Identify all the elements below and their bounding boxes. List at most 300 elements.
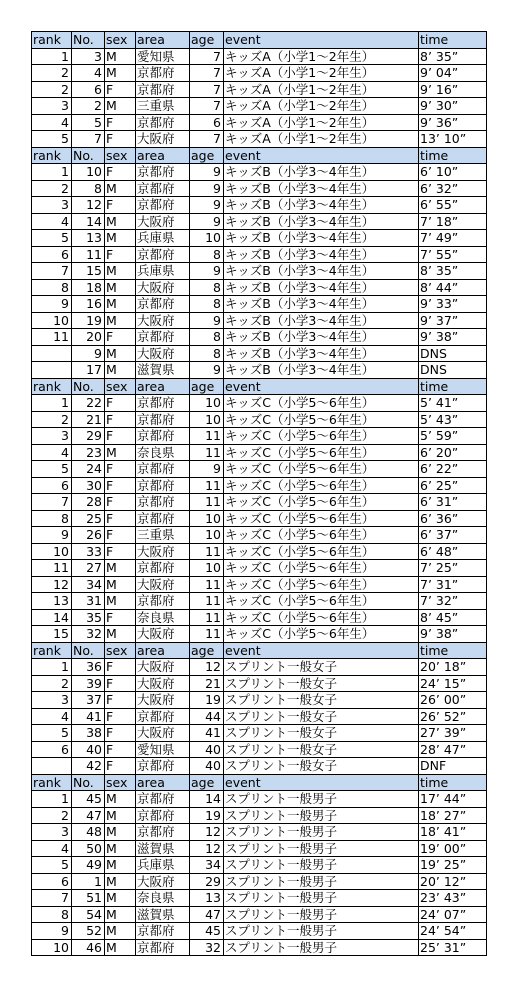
table-row (32, 857, 487, 874)
cell-time: 6’ 25” (419, 477, 487, 494)
column-header-area: area (136, 147, 190, 164)
column-header-event: event (224, 642, 419, 659)
column-header-sex: sex (105, 378, 136, 395)
cell-age: 9 (190, 164, 224, 181)
cell-area: 滋賀県 (136, 840, 190, 857)
cell-sex: F (105, 81, 136, 98)
column-header-area: area (136, 378, 190, 395)
cell-number: 28 (72, 494, 105, 511)
table-row (32, 444, 487, 461)
table-row (32, 246, 487, 263)
table-row (32, 906, 487, 923)
cell-number: 4 (72, 65, 105, 82)
cell-area: 兵庫県 (136, 263, 190, 280)
cell-number: 32 (72, 626, 105, 643)
cell-rank: 4 (32, 213, 72, 230)
cell-event: スプリント一般女子 (224, 659, 419, 676)
cell-event: キッズC（小学5～6年生） (224, 560, 419, 577)
table-row (32, 659, 487, 676)
cell-sex: F (105, 494, 136, 511)
column-header-rank: rank (32, 32, 72, 49)
cell-number: 5 (72, 114, 105, 131)
cell-event: キッズB（小学3～4年生） (224, 296, 419, 313)
cell-sex: M (105, 857, 136, 874)
cell-sex: F (105, 114, 136, 131)
cell-time: DNS (419, 345, 487, 362)
cell-rank: 5 (32, 230, 72, 247)
cell-time: 8’ 35” (419, 48, 487, 65)
table-row (32, 395, 487, 412)
cell-number: 39 (72, 675, 105, 692)
cell-age: 10 (190, 510, 224, 527)
cell-age: 11 (190, 543, 224, 560)
column-header-sex: sex (105, 774, 136, 791)
table-row (32, 840, 487, 857)
cell-number: 22 (72, 395, 105, 412)
cell-time: 25’ 31” (419, 939, 487, 956)
cell-area: 京都府 (136, 411, 190, 428)
table-row (32, 213, 487, 230)
cell-area: 愛知県 (136, 48, 190, 65)
cell-event: キッズC（小学5～6年生） (224, 510, 419, 527)
cell-number: 23 (72, 444, 105, 461)
cell-event: キッズB（小学3～4年生） (224, 362, 419, 379)
cell-event: キッズA（小学1～2年生） (224, 114, 419, 131)
cell-area: 奈良県 (136, 609, 190, 626)
cell-area: 大阪府 (136, 675, 190, 692)
table-row (32, 230, 487, 247)
table-row (32, 890, 487, 907)
column-header-rank: rank (32, 378, 72, 395)
cell-sex: F (105, 395, 136, 412)
table-row (32, 114, 487, 131)
cell-age: 9 (190, 263, 224, 280)
cell-rank: 7 (32, 494, 72, 511)
cell-age: 13 (190, 890, 224, 907)
cell-rank: 4 (32, 114, 72, 131)
column-header-sex: sex (105, 642, 136, 659)
cell-age: 6 (190, 114, 224, 131)
cell-rank: 1 (32, 659, 72, 676)
cell-event: スプリント一般女子 (224, 708, 419, 725)
cell-age: 32 (190, 939, 224, 956)
cell-event: キッズB（小学3～4年生） (224, 230, 419, 247)
cell-time: 24’ 54” (419, 923, 487, 940)
cell-sex: M (105, 939, 136, 956)
table-row (32, 411, 487, 428)
cell-age: 11 (190, 609, 224, 626)
cell-number: 36 (72, 659, 105, 676)
cell-time: 9’ 38” (419, 626, 487, 643)
table-row (32, 477, 487, 494)
cell-age: 11 (190, 494, 224, 511)
cell-age: 10 (190, 527, 224, 544)
cell-event: スプリント一般男子 (224, 923, 419, 940)
cell-event: スプリント一般女子 (224, 725, 419, 742)
cell-age: 7 (190, 98, 224, 115)
cell-area: 京都府 (136, 81, 190, 98)
cell-sex: F (105, 543, 136, 560)
column-header-sex: sex (105, 147, 136, 164)
cell-age: 11 (190, 593, 224, 610)
cell-event: キッズA（小学1～2年生） (224, 48, 419, 65)
cell-area: 大阪府 (136, 312, 190, 329)
cell-age: 9 (190, 461, 224, 478)
cell-rank (32, 345, 72, 362)
cell-area: 大阪府 (136, 659, 190, 676)
cell-number: 49 (72, 857, 105, 874)
table-row (32, 758, 487, 775)
section-header-row (32, 147, 487, 164)
cell-event: スプリント一般男子 (224, 873, 419, 890)
cell-event: キッズB（小学3～4年生） (224, 329, 419, 346)
cell-age: 10 (190, 560, 224, 577)
cell-sex: M (105, 791, 136, 808)
cell-area: 京都府 (136, 939, 190, 956)
cell-age: 41 (190, 725, 224, 742)
cell-rank (32, 758, 72, 775)
cell-age: 19 (190, 807, 224, 824)
cell-area: 大阪府 (136, 131, 190, 148)
cell-event: スプリント一般女子 (224, 692, 419, 709)
cell-number: 15 (72, 263, 105, 280)
table-row (32, 725, 487, 742)
cell-number: 6 (72, 81, 105, 98)
cell-area: 京都府 (136, 246, 190, 263)
cell-rank: 7 (32, 890, 72, 907)
cell-number: 14 (72, 213, 105, 230)
cell-number: 17 (72, 362, 105, 379)
column-header-age: age (190, 642, 224, 659)
cell-sex: M (105, 873, 136, 890)
cell-time: DNS (419, 362, 487, 379)
cell-time: 6’ 37” (419, 527, 487, 544)
cell-event: キッズA（小学1～2年生） (224, 98, 419, 115)
cell-event: スプリント一般男子 (224, 857, 419, 874)
cell-time: 18’ 41” (419, 824, 487, 841)
cell-event: キッズC（小学5～6年生） (224, 626, 419, 643)
cell-event: キッズC（小学5～6年生） (224, 444, 419, 461)
cell-number: 9 (72, 345, 105, 362)
cell-age: 44 (190, 708, 224, 725)
cell-time: 6’ 55” (419, 197, 487, 214)
cell-number: 3 (72, 48, 105, 65)
cell-age: 11 (190, 576, 224, 593)
cell-age: 11 (190, 428, 224, 445)
cell-time: 6’ 20” (419, 444, 487, 461)
cell-area: 京都府 (136, 164, 190, 181)
cell-area: 大阪府 (136, 279, 190, 296)
cell-time: 24’ 07” (419, 906, 487, 923)
cell-age: 9 (190, 197, 224, 214)
cell-number: 33 (72, 543, 105, 560)
column-header-number: No. (72, 774, 105, 791)
cell-sex: M (105, 890, 136, 907)
cell-age: 12 (190, 659, 224, 676)
table-row (32, 164, 487, 181)
cell-area: 大阪府 (136, 873, 190, 890)
cell-time: 6’ 48” (419, 543, 487, 560)
cell-rank: 2 (32, 807, 72, 824)
cell-number: 10 (72, 164, 105, 181)
cell-event: キッズC（小学5～6年生） (224, 543, 419, 560)
cell-number: 30 (72, 477, 105, 494)
cell-time: 7’ 32” (419, 593, 487, 610)
cell-sex: M (105, 48, 136, 65)
cell-event: キッズC（小学5～6年生） (224, 609, 419, 626)
cell-number: 35 (72, 609, 105, 626)
cell-rank: 3 (32, 824, 72, 841)
cell-rank: 14 (32, 609, 72, 626)
cell-number: 1 (72, 873, 105, 890)
cell-event: キッズB（小学3～4年生） (224, 345, 419, 362)
cell-area: 京都府 (136, 296, 190, 313)
cell-area: 滋賀県 (136, 362, 190, 379)
cell-area: 大阪府 (136, 576, 190, 593)
cell-number: 31 (72, 593, 105, 610)
column-header-age: age (190, 32, 224, 49)
cell-time: 24’ 15” (419, 675, 487, 692)
cell-sex: F (105, 510, 136, 527)
cell-rank: 11 (32, 560, 72, 577)
section-header-row (32, 774, 487, 791)
cell-rank: 2 (32, 675, 72, 692)
cell-time: 26’ 52” (419, 708, 487, 725)
cell-sex: M (105, 923, 136, 940)
cell-time: 9’ 36” (419, 114, 487, 131)
cell-sex: F (105, 692, 136, 709)
cell-number: 40 (72, 741, 105, 758)
cell-sex: F (105, 329, 136, 346)
cell-rank: 5 (32, 857, 72, 874)
cell-event: キッズC（小学5～6年生） (224, 576, 419, 593)
table-row (32, 543, 487, 560)
cell-number: 2 (72, 98, 105, 115)
cell-rank: 1 (32, 791, 72, 808)
cell-age: 14 (190, 791, 224, 808)
table-row (32, 48, 487, 65)
cell-sex: F (105, 197, 136, 214)
cell-rank: 6 (32, 741, 72, 758)
cell-age: 40 (190, 741, 224, 758)
column-header-age: age (190, 774, 224, 791)
cell-event: キッズA（小学1～2年生） (224, 65, 419, 82)
cell-number: 13 (72, 230, 105, 247)
cell-sex: M (105, 560, 136, 577)
cell-time: DNF (419, 758, 487, 775)
cell-age: 7 (190, 48, 224, 65)
cell-event: スプリント一般女子 (224, 758, 419, 775)
cell-age: 8 (190, 279, 224, 296)
cell-sex: F (105, 725, 136, 742)
cell-rank: 5 (32, 725, 72, 742)
cell-sex: M (105, 65, 136, 82)
cell-rank: 3 (32, 692, 72, 709)
cell-sex: F (105, 131, 136, 148)
cell-area: 京都府 (136, 65, 190, 82)
cell-rank: 3 (32, 428, 72, 445)
cell-event: スプリント一般男子 (224, 824, 419, 841)
table-row (32, 510, 487, 527)
cell-rank: 8 (32, 906, 72, 923)
cell-sex: M (105, 444, 136, 461)
cell-event: キッズB（小学3～4年生） (224, 180, 419, 197)
table-row (32, 824, 487, 841)
cell-age: 10 (190, 411, 224, 428)
table-row (32, 296, 487, 313)
cell-time: 5’ 59” (419, 428, 487, 445)
cell-area: 大阪府 (136, 725, 190, 742)
cell-time: 6’ 32” (419, 180, 487, 197)
table-row (32, 692, 487, 709)
cell-time: 6’ 10” (419, 164, 487, 181)
cell-rank: 12 (32, 576, 72, 593)
cell-rank: 10 (32, 939, 72, 956)
cell-area: 大阪府 (136, 543, 190, 560)
cell-rank: 1 (32, 48, 72, 65)
cell-time: 9’ 30” (419, 98, 487, 115)
cell-age: 7 (190, 81, 224, 98)
table-row (32, 708, 487, 725)
cell-time: 8’ 45” (419, 609, 487, 626)
cell-number: 29 (72, 428, 105, 445)
cell-sex: F (105, 741, 136, 758)
cell-event: スプリント一般男子 (224, 840, 419, 857)
cell-time: 9’ 38” (419, 329, 487, 346)
cell-number: 16 (72, 296, 105, 313)
table-row (32, 675, 487, 692)
column-header-age: age (190, 147, 224, 164)
section-header-row (32, 378, 487, 395)
table-row (32, 329, 487, 346)
table-row (32, 428, 487, 445)
cell-rank: 6 (32, 477, 72, 494)
table-row (32, 180, 487, 197)
table-row (32, 527, 487, 544)
cell-number: 25 (72, 510, 105, 527)
cell-rank: 9 (32, 296, 72, 313)
cell-sex: M (105, 312, 136, 329)
cell-sex: M (105, 263, 136, 280)
cell-area: 京都府 (136, 807, 190, 824)
cell-event: キッズC（小学5～6年生） (224, 477, 419, 494)
cell-area: 大阪府 (136, 345, 190, 362)
cell-event: キッズA（小学1～2年生） (224, 81, 419, 98)
cell-time: 19’ 25” (419, 857, 487, 874)
cell-number: 37 (72, 692, 105, 709)
cell-number: 7 (72, 131, 105, 148)
cell-area: 奈良県 (136, 890, 190, 907)
table-row (32, 131, 487, 148)
cell-event: キッズA（小学1～2年生） (224, 131, 419, 148)
column-header-event: event (224, 774, 419, 791)
table-row (32, 65, 487, 82)
cell-rank: 6 (32, 246, 72, 263)
cell-time: 26’ 00” (419, 692, 487, 709)
cell-age: 9 (190, 213, 224, 230)
cell-number: 8 (72, 180, 105, 197)
column-header-time: time (419, 378, 487, 395)
cell-number: 45 (72, 791, 105, 808)
cell-area: 京都府 (136, 708, 190, 725)
cell-age: 40 (190, 758, 224, 775)
cell-sex: F (105, 164, 136, 181)
cell-age: 11 (190, 444, 224, 461)
cell-rank: 6 (32, 873, 72, 890)
column-header-time: time (419, 32, 487, 49)
cell-area: 京都府 (136, 395, 190, 412)
cell-area: 京都府 (136, 593, 190, 610)
cell-age: 9 (190, 312, 224, 329)
cell-rank: 4 (32, 444, 72, 461)
cell-rank: 13 (32, 593, 72, 610)
cell-sex: M (105, 296, 136, 313)
cell-rank: 9 (32, 923, 72, 940)
cell-sex: F (105, 758, 136, 775)
cell-time: 9’ 33” (419, 296, 487, 313)
table-row (32, 939, 487, 956)
cell-area: 京都府 (136, 758, 190, 775)
cell-event: スプリント一般男子 (224, 791, 419, 808)
cell-sex: M (105, 824, 136, 841)
cell-event: スプリント一般男子 (224, 939, 419, 956)
cell-area: 京都府 (136, 510, 190, 527)
cell-sex: M (105, 593, 136, 610)
column-header-number: No. (72, 642, 105, 659)
table-row (32, 461, 487, 478)
cell-area: 愛知県 (136, 741, 190, 758)
cell-area: 京都府 (136, 180, 190, 197)
cell-rank: 8 (32, 279, 72, 296)
cell-time: 9’ 37” (419, 312, 487, 329)
column-header-event: event (224, 147, 419, 164)
cell-event: キッズB（小学3～4年生） (224, 213, 419, 230)
cell-number: 34 (72, 576, 105, 593)
cell-rank: 2 (32, 81, 72, 98)
cell-area: 大阪府 (136, 626, 190, 643)
column-header-event: event (224, 32, 419, 49)
cell-event: スプリント一般女子 (224, 741, 419, 758)
cell-event: キッズB（小学3～4年生） (224, 197, 419, 214)
cell-time: 20’ 18” (419, 659, 487, 676)
cell-number: 38 (72, 725, 105, 742)
cell-time: 8’ 44” (419, 279, 487, 296)
cell-time: 28’ 47” (419, 741, 487, 758)
cell-age: 21 (190, 675, 224, 692)
cell-event: キッズB（小学3～4年生） (224, 263, 419, 280)
cell-rank: 2 (32, 65, 72, 82)
cell-rank: 1 (32, 395, 72, 412)
cell-sex: F (105, 609, 136, 626)
cell-event: スプリント一般男子 (224, 807, 419, 824)
cell-rank: 3 (32, 197, 72, 214)
cell-event: キッズB（小学3～4年生） (224, 312, 419, 329)
cell-event: キッズC（小学5～6年生） (224, 494, 419, 511)
cell-rank: 3 (32, 98, 72, 115)
cell-age: 45 (190, 923, 224, 940)
cell-number: 21 (72, 411, 105, 428)
cell-number: 51 (72, 890, 105, 907)
table-row (32, 873, 487, 890)
cell-time: 13’ 10” (419, 131, 487, 148)
cell-area: 京都府 (136, 114, 190, 131)
cell-sex: F (105, 411, 136, 428)
cell-age: 8 (190, 296, 224, 313)
cell-age: 11 (190, 626, 224, 643)
cell-area: 三重県 (136, 98, 190, 115)
cell-age: 19 (190, 692, 224, 709)
cell-rank: 8 (32, 510, 72, 527)
